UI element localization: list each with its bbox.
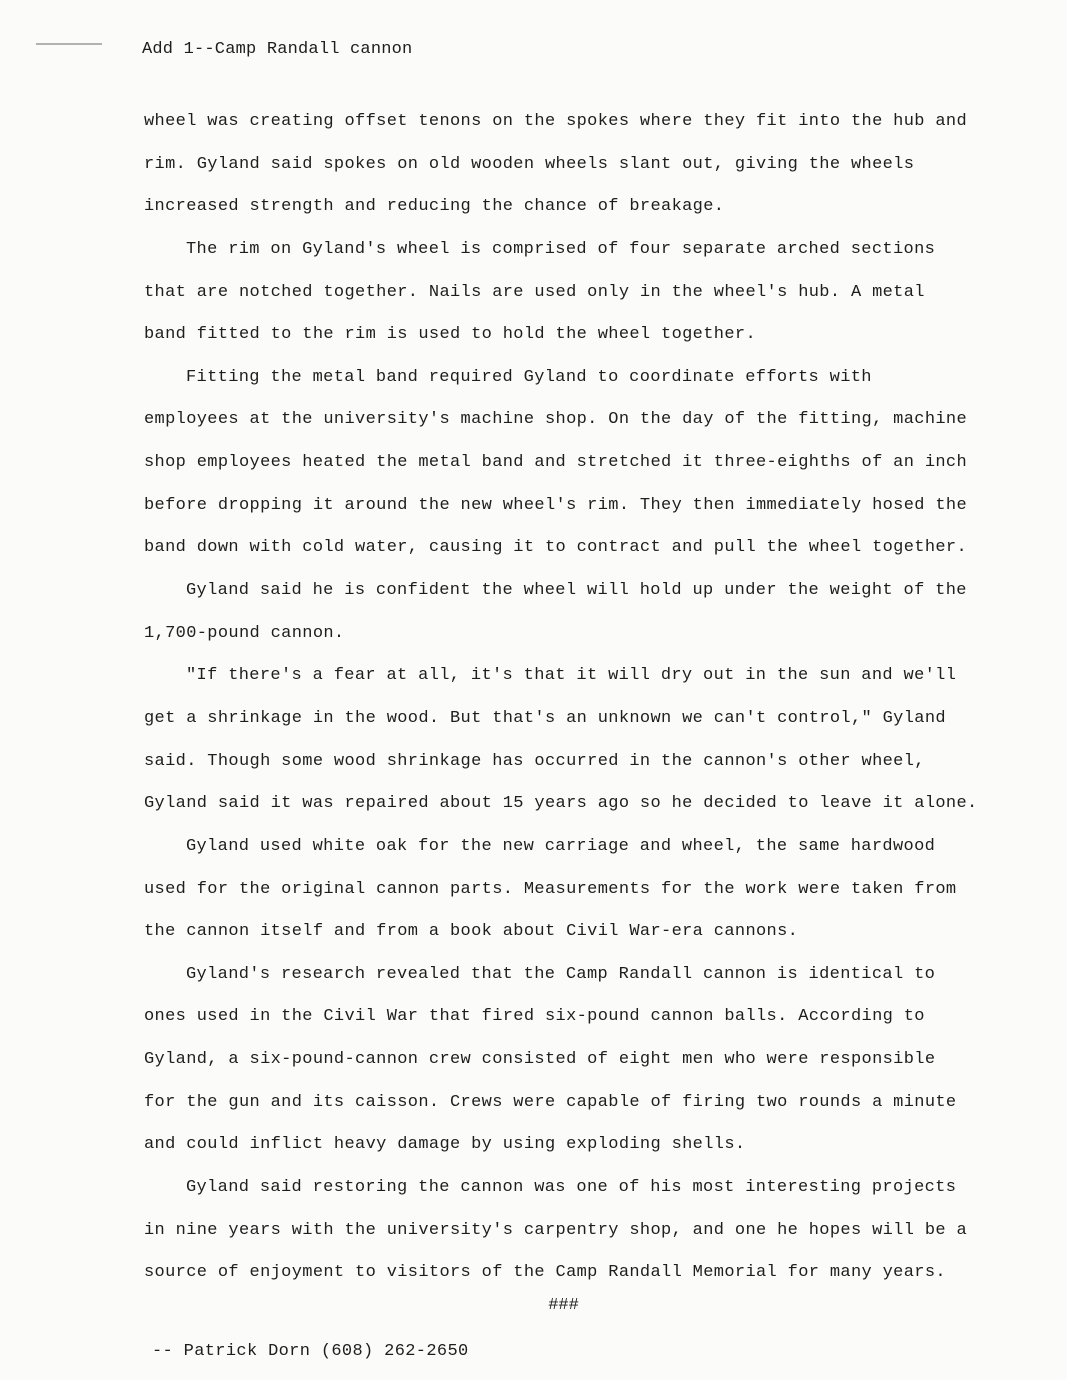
text-line: The rim on Gyland's wheel is comprised of four separate arched sections — [186, 239, 936, 259]
text-line: shop employees heated the metal band and stretched it three-eighths of an inch — [144, 453, 968, 473]
page-slug: Add 1--Camp Randall cannon — [142, 40, 413, 59]
text-line: Gyland said restoring the cannon was one of his most interesting projects — [186, 1178, 957, 1198]
text-line: 1,700-pound cannon. — [144, 623, 345, 643]
end-mark: ### — [548, 1296, 579, 1315]
text-line: band fitted to the rim is used to hold the wheel together. — [144, 325, 756, 345]
text-line: Gyland said he is confident the wheel will hold up under the weight of the — [186, 581, 967, 601]
text-line: Fitting the metal band required Gyland to coordinate efforts with — [186, 367, 872, 387]
text-line: the cannon itself and from a book about Civil War-era cannons. — [144, 922, 799, 942]
text-line: said. Though some wood shrinkage has occurred in the cannon's other wheel, — [144, 751, 925, 771]
text-line: used for the original cannon parts. Measurements for the work were taken from — [144, 879, 957, 899]
text-line: in nine years with the university's carpentry shop, and one he hopes will be a — [144, 1220, 968, 1240]
corner-pen-mark — [36, 43, 102, 45]
text-line: before dropping it around the new wheel's rim. They then immediately hosed the — [144, 495, 968, 515]
text-line: get a shrinkage in the wood. But that's an unknown we can't control," Gyland — [144, 708, 946, 728]
text-line: employees at the university's machine shop. On the day of the fitting, machine — [144, 410, 968, 430]
text-line: that are notched together. Nails are used only in the wheel's hub. A metal — [144, 282, 925, 302]
text-line: Gyland used white oak for the new carriage and wheel, the same hardwood — [186, 836, 936, 856]
text-line: and could inflict heavy damage by using exploding shells. — [144, 1135, 746, 1155]
text-line: "If there's a fear at all, it's that it will dry out in the sun and we'll — [186, 666, 957, 686]
text-line: Gyland said it was repaired about 15 years ago so he decided to leave it alone. — [144, 794, 978, 814]
text-line: ones used in the Civil War that fired six-pound cannon balls. According to — [144, 1007, 925, 1027]
text-line: Gyland's research revealed that the Camp Randall cannon is identical to — [186, 964, 936, 984]
contact-line: -- Patrick Dorn (608) 262-2650 — [152, 1342, 469, 1361]
text-line: rim. Gyland said spokes on old wooden wheels slant out, giving the wheels — [144, 154, 915, 174]
text-line: for the gun and its caisson. Crews were capable of firing two rounds a minute — [144, 1092, 957, 1112]
text-line: wheel was creating offset tenons on the spokes where they fit into the hub and — [144, 112, 968, 131]
article-body — [144, 108, 984, 1302]
text-line: increased strength and reducing the chance of breakage. — [144, 197, 725, 217]
text-line: Gyland, a six-pound-cannon crew consisted of eight men who were responsible — [144, 1050, 936, 1070]
text-line: band down with cold water, causing it to contract and pull the wheel together. — [144, 538, 968, 558]
text-line: source of enjoyment to visitors of the Camp Randall Memorial for many years. — [144, 1263, 946, 1283]
